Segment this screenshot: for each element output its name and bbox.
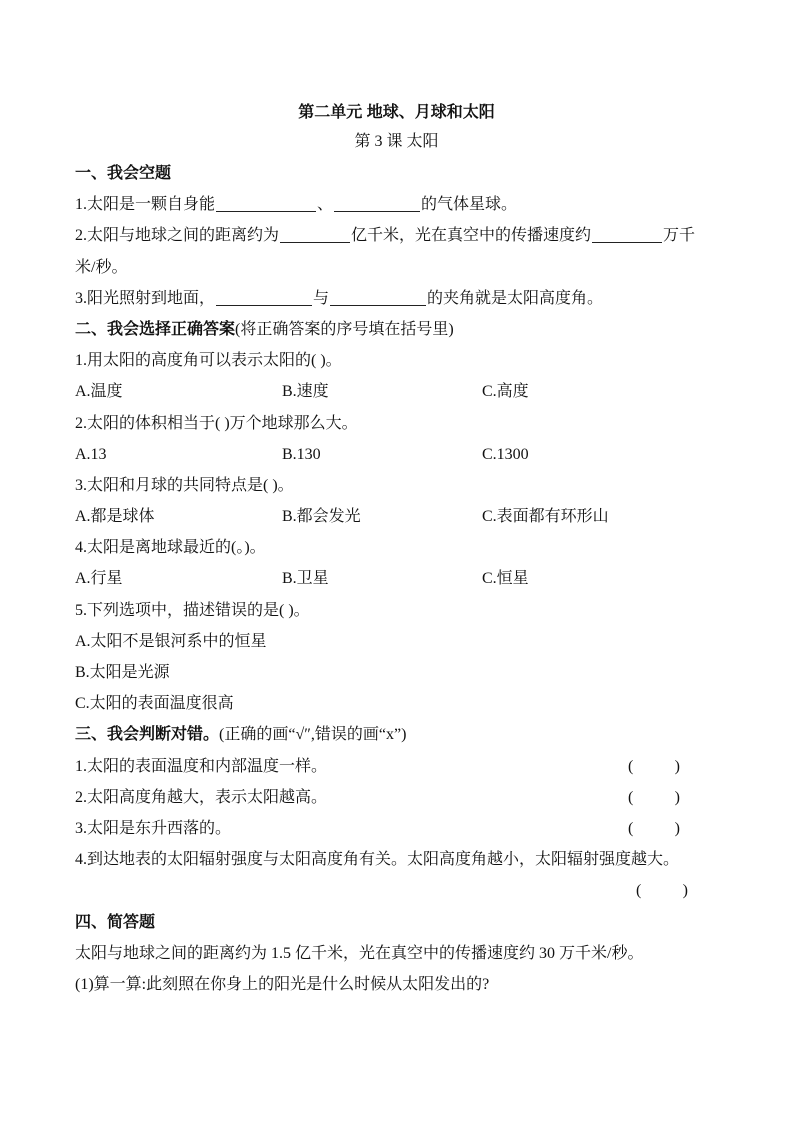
answer-blank	[334, 197, 420, 212]
choice-option-c: C.太阳的表面温度很高	[75, 695, 234, 713]
fill-blank-question-2-continued: 米/秒。	[75, 258, 128, 276]
answer-bracket	[628, 782, 680, 813]
question-text: 与	[313, 289, 330, 307]
choice-option-c: C.恒星	[482, 570, 529, 588]
choice-option-b: B.速度	[282, 383, 329, 401]
section-heading-short-answer: 四、简答题	[75, 913, 156, 931]
choice-options	[75, 376, 725, 407]
fill-blank-question-3	[75, 283, 725, 314]
judge-item	[75, 751, 725, 782]
answer-blank	[280, 228, 350, 243]
choice-options	[75, 439, 725, 470]
bracket-close: )	[674, 819, 680, 837]
choice-option-b: B.太阳是光源	[75, 664, 170, 681]
choice-question-stem: 1.用太阳的高度角可以表示太阳的( )。	[75, 352, 342, 370]
question-text: 2.太阳与地球之间的距离约为	[75, 227, 280, 245]
choice-option-c: C.高度	[482, 383, 529, 401]
judge-item-bracket-line	[75, 875, 725, 906]
bracket-open: (	[636, 882, 642, 900]
bracket-close: )	[674, 757, 680, 775]
choice-option-b: B.130	[282, 445, 321, 463]
fill-blank-question-2	[75, 220, 725, 251]
bracket-close: )	[682, 882, 688, 900]
answer-blank	[592, 228, 662, 243]
choice-option-a: A.行星	[75, 570, 123, 588]
section-instruction: (正确的画“√″,错误的画“x”)	[219, 726, 407, 744]
choice-option-b: B.卫星	[282, 570, 329, 588]
section-heading-text: 三、我会判断对错。	[75, 726, 220, 744]
question-text: 3.阳光照射到地面，	[75, 289, 216, 307]
judge-item	[75, 813, 725, 844]
judge-item-text: 4.到达地表的太阳辐射强度与太阳高度角有关。太阳高度角越小，太阳辐射强度越大。	[75, 851, 680, 869]
bracket-close: )	[674, 788, 680, 806]
judge-item-text: 3.太阳是东升西落的。	[75, 819, 232, 837]
bracket-open: (	[628, 788, 634, 806]
question-text: 1.太阳是一颗自身能	[75, 196, 216, 214]
choice-option-c: C.1300	[482, 445, 529, 463]
question-text: 的夹角就是太阳高度角。	[427, 289, 604, 307]
choice-option-c: C.表面都有环形山	[482, 508, 609, 526]
question-text: 的气体星球。	[421, 196, 518, 214]
section-heading-fill-blank: 一、我会空题	[75, 165, 172, 182]
section-heading-judge	[75, 719, 725, 750]
choice-question-stem: 3.太阳和月球的共同特点是( )。	[75, 476, 294, 494]
section-heading-choice	[75, 314, 725, 345]
question-text: 、	[317, 196, 334, 214]
choice-option-a: A.温度	[75, 383, 123, 401]
bracket-open: (	[628, 757, 634, 775]
choice-options	[75, 563, 725, 594]
judge-item	[75, 844, 725, 875]
short-answer-prompt: 太阳与地球之间的距离约为 1.5 亿千米，光在真空中的传播速度约 30 万千米/秒。	[75, 944, 644, 962]
page-subtitle: 第 3 课 太阳	[354, 133, 439, 150]
answer-blank	[216, 291, 312, 306]
short-answer-question: (1)算一算:此刻照在你身上的阳光是什么时候从太阳发出的?	[75, 975, 490, 993]
choice-option-a: A.都是球体	[75, 508, 155, 526]
answer-bracket	[628, 813, 680, 844]
choice-option-b: B.都会发光	[282, 508, 361, 526]
choice-option-a: A.太阳不是银河系中的恒星	[75, 632, 267, 650]
choice-question-stem: 4.太阳是离地球最近的(。)。	[75, 539, 266, 557]
bracket-open: (	[628, 819, 634, 837]
fill-blank-question-1	[75, 189, 725, 220]
question-text: 亿千米，光在真空中的传播速度约	[351, 227, 592, 245]
section-instruction: (将正确答案的序号填在括号里)	[235, 320, 454, 338]
section-heading-text: 二、我会选择正确答案	[75, 320, 236, 338]
choice-options	[75, 501, 725, 532]
answer-bracket	[628, 751, 680, 782]
answer-blank	[330, 291, 426, 306]
judge-item-text: 1.太阳的表面温度和内部温度一样。	[75, 757, 328, 775]
question-text: 万千	[663, 227, 696, 245]
choice-question-stem: 2.太阳的体积相当于( )万个地球那么大。	[75, 414, 358, 432]
page-title: 第二单元 地球、月球和太阳	[298, 104, 495, 121]
judge-item-text: 2.太阳高度角越大，表示太阳越高。	[75, 788, 328, 806]
worksheet-body	[75, 158, 725, 1000]
judge-item	[75, 782, 725, 813]
answer-bracket	[636, 875, 688, 906]
choice-option-a: A.13	[75, 445, 107, 463]
choice-question-stem: 5.下列选项中，描述错误的是( )。	[75, 601, 310, 619]
answer-blank	[216, 197, 316, 212]
